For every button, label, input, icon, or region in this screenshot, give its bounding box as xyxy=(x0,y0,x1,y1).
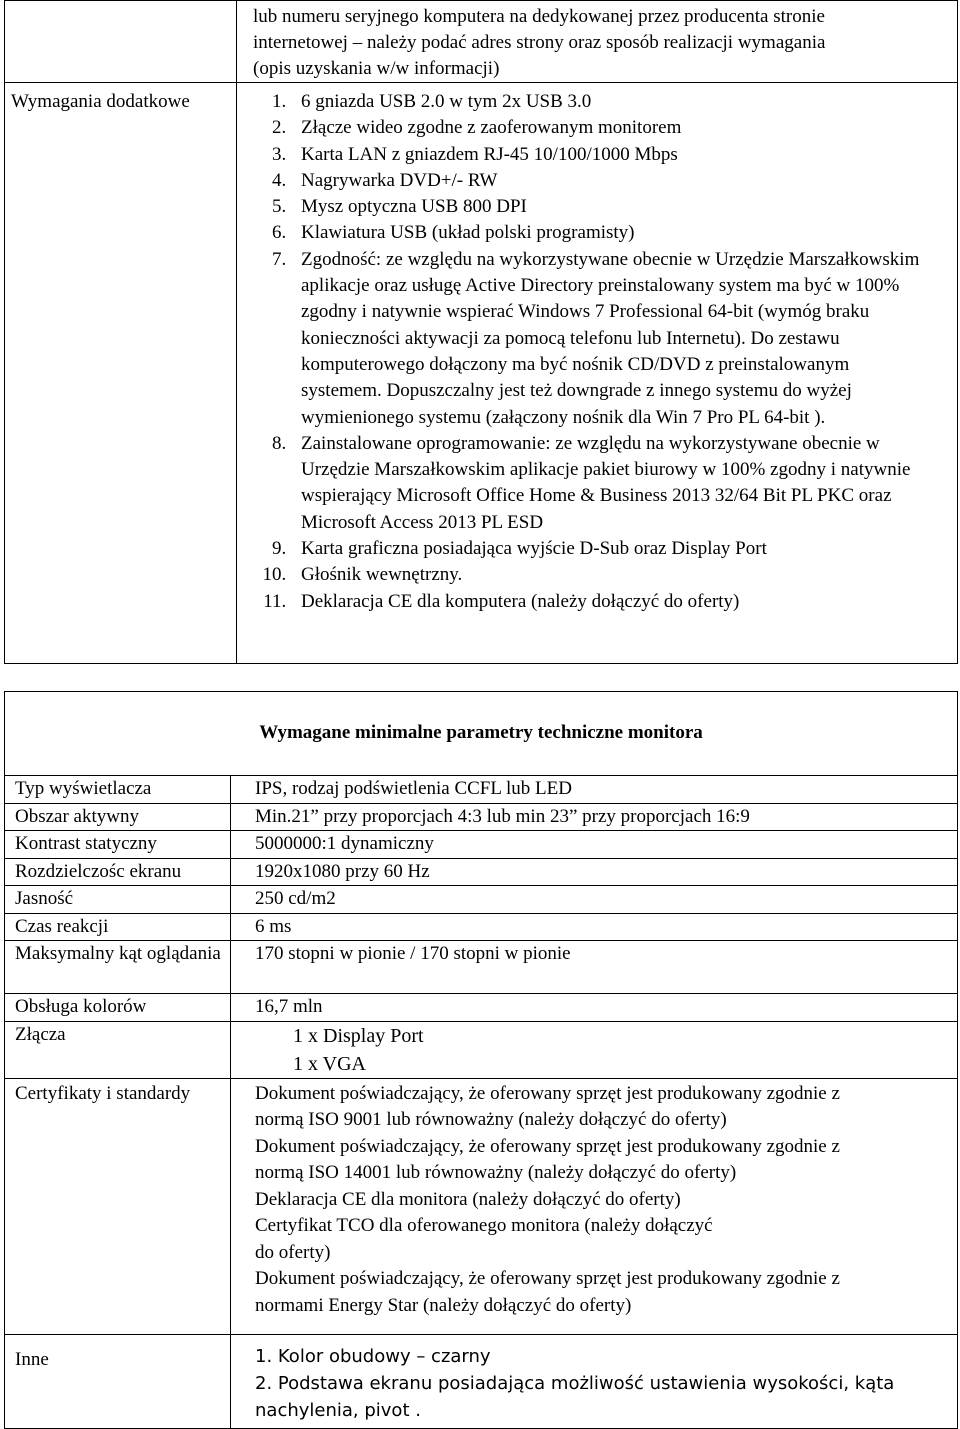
param-label: Czas reakcji xyxy=(5,913,231,941)
param-value: 170 stopni w pionie / 170 stopni w pionie xyxy=(231,941,958,994)
requirements-list xyxy=(237,89,957,615)
param-label: Typ wyświetlacza xyxy=(5,776,231,804)
section-label xyxy=(5,83,237,664)
param-value: Min.21” przy proporcjach 4:3 lub min 23” przy proporcjach 16:9 xyxy=(231,803,958,831)
param-value: 5000000:1 dynamiczny xyxy=(231,831,958,859)
param-label: Jasność xyxy=(5,886,231,914)
list-item: 1. 6 gniazda USB 2.0 w tym 2x USB 3.0 xyxy=(291,89,957,115)
empty-label-cell xyxy=(5,1,237,83)
list-item: 4. Nagrywarka DVD+/- RW xyxy=(291,168,957,194)
monitor-params-table xyxy=(4,775,958,1429)
certificate-line: Deklaracja CE dla monitora (należy dołączyć do oferty) xyxy=(255,1188,681,1210)
list-item: 5. Mysz optyczna USB 800 DPI xyxy=(291,194,957,220)
certificate-line: Dokument poświadczający, że oferowany sprzęt jest produkowany zgodnie z xyxy=(255,1082,840,1104)
monitor-section-title: Wymagane minimalne parametry techniczne monitora xyxy=(259,722,703,743)
param-label: Obsługa kolorów xyxy=(5,994,231,1022)
param-label: Kontrast statyczny xyxy=(5,831,231,859)
param-value-other xyxy=(231,1334,958,1428)
list-item: 2. Złącze wideo zgodne z zaoferowanym monitorem xyxy=(291,115,957,141)
section-label-text: Wymagania dodatkowe xyxy=(11,91,190,112)
list-item: 6. Klawiatura USB (układ polski programisty) xyxy=(291,220,957,246)
param-value: 16,7 mln xyxy=(231,994,958,1022)
list-item: 11. Deklaracja CE dla komputera (należy dołączyć do oferty) xyxy=(291,589,957,615)
param-value-certificates xyxy=(231,1078,958,1334)
other-line: 1. Kolor obudowy – czarny xyxy=(255,1345,491,1367)
certificate-line: Dokument poświadczający, że oferowany sprzęt jest produkowany zgodnie z xyxy=(255,1135,840,1157)
connector-line: 1 x VGA xyxy=(293,1052,366,1075)
list-item: 9. Karta graficzna posiadająca wyjście D-Sub oraz Display Port xyxy=(291,536,957,562)
param-label: Inne xyxy=(5,1334,231,1428)
list-item: 3. Karta LAN z gniazdem RJ-45 10/100/1000 Mbps xyxy=(291,142,957,168)
certificate-line: Certyfikat TCO dla oferowanego monitora (należy dołączyć xyxy=(255,1215,713,1236)
certificate-line: do oferty) xyxy=(255,1241,331,1263)
list-item: 7. Zgodność: ze względu na wykorzystywane obecnie w Urzędzie Marszałkowskim aplikacje oraz usługę Active Directory preinstalowany system ma być w 100% zgodny i natywnie wspierać Windows 7 Professional 64-bit (wymóg braku konieczności aktywacji za pomocą telefonu lub Internetu). Do zestawu komputerowego dołączony ma być nośnik CD/DVD z preinstalowanym systemem. Dopuszczalny jest też downgrade z innego systemu do wyżej wymienionego systemu (załączony nośnik dla Win 7 Pro PL 64-bit ). xyxy=(291,247,931,431)
param-value: IPS, rodzaj podświetlenia CCFL lub LED xyxy=(231,776,958,804)
param-value: 6 ms xyxy=(231,913,958,941)
list-item: 8. Zainstalowane oprogramowanie: ze względu na wykorzystywane obecnie w Urzędzie Marszałkowskim aplikacje pakiet biurowy w 100% zgodny i natywnie wspierający Microsoft Office Home & Business 2013 32/64 Bit PL PKC oraz Microsoft Access 2013 PL ESD xyxy=(291,431,911,536)
certificate-line: Dokument poświadczający, że oferowany sprzęt jest produkowany zgodnie z xyxy=(255,1268,840,1289)
requirements-list-cell xyxy=(237,83,958,664)
param-value: 1920x1080 przy 60 Hz xyxy=(231,858,958,886)
continuation-line: (opis uzyskania w/w informacji) xyxy=(253,58,500,79)
param-label: Obszar aktywny xyxy=(5,803,231,831)
param-label: Certyfikaty i standardy xyxy=(5,1078,231,1334)
param-label: Rozdzielczośc ekranu xyxy=(5,858,231,886)
continuation-line: internetowej – należy podać adres strony oraz sposób realizacji wymagania xyxy=(253,32,826,53)
param-label: Maksymalny kąt oglądania xyxy=(5,941,231,994)
param-label: Złącza xyxy=(5,1021,231,1078)
certificate-line: normą ISO 9001 lub równoważny (należy dołączyć do oferty) xyxy=(255,1109,727,1130)
requirements-table xyxy=(4,0,958,664)
connector-line: 1 x Display Port xyxy=(293,1024,424,1047)
monitor-section-header xyxy=(4,691,958,776)
param-value-connectors xyxy=(231,1021,958,1078)
certificate-line: normą ISO 14001 lub równoważny (należy dołączyć do oferty) xyxy=(255,1162,737,1183)
continuation-line: lub numeru seryjnego komputera na dedykowanej przez producenta stronie xyxy=(253,6,825,27)
param-value: 250 cd/m2 xyxy=(231,886,958,914)
other-line: nachylenia, pivot . xyxy=(255,1399,421,1421)
continuation-cell xyxy=(237,1,958,83)
list-item: 10. Głośnik wewnętrzny. xyxy=(291,562,957,588)
certificate-line: normami Energy Star (należy dołączyć do oferty) xyxy=(255,1294,632,1316)
other-line: 2. Podstawa ekranu posiadająca możliwość ustawienia wysokości, kąta xyxy=(255,1372,895,1394)
